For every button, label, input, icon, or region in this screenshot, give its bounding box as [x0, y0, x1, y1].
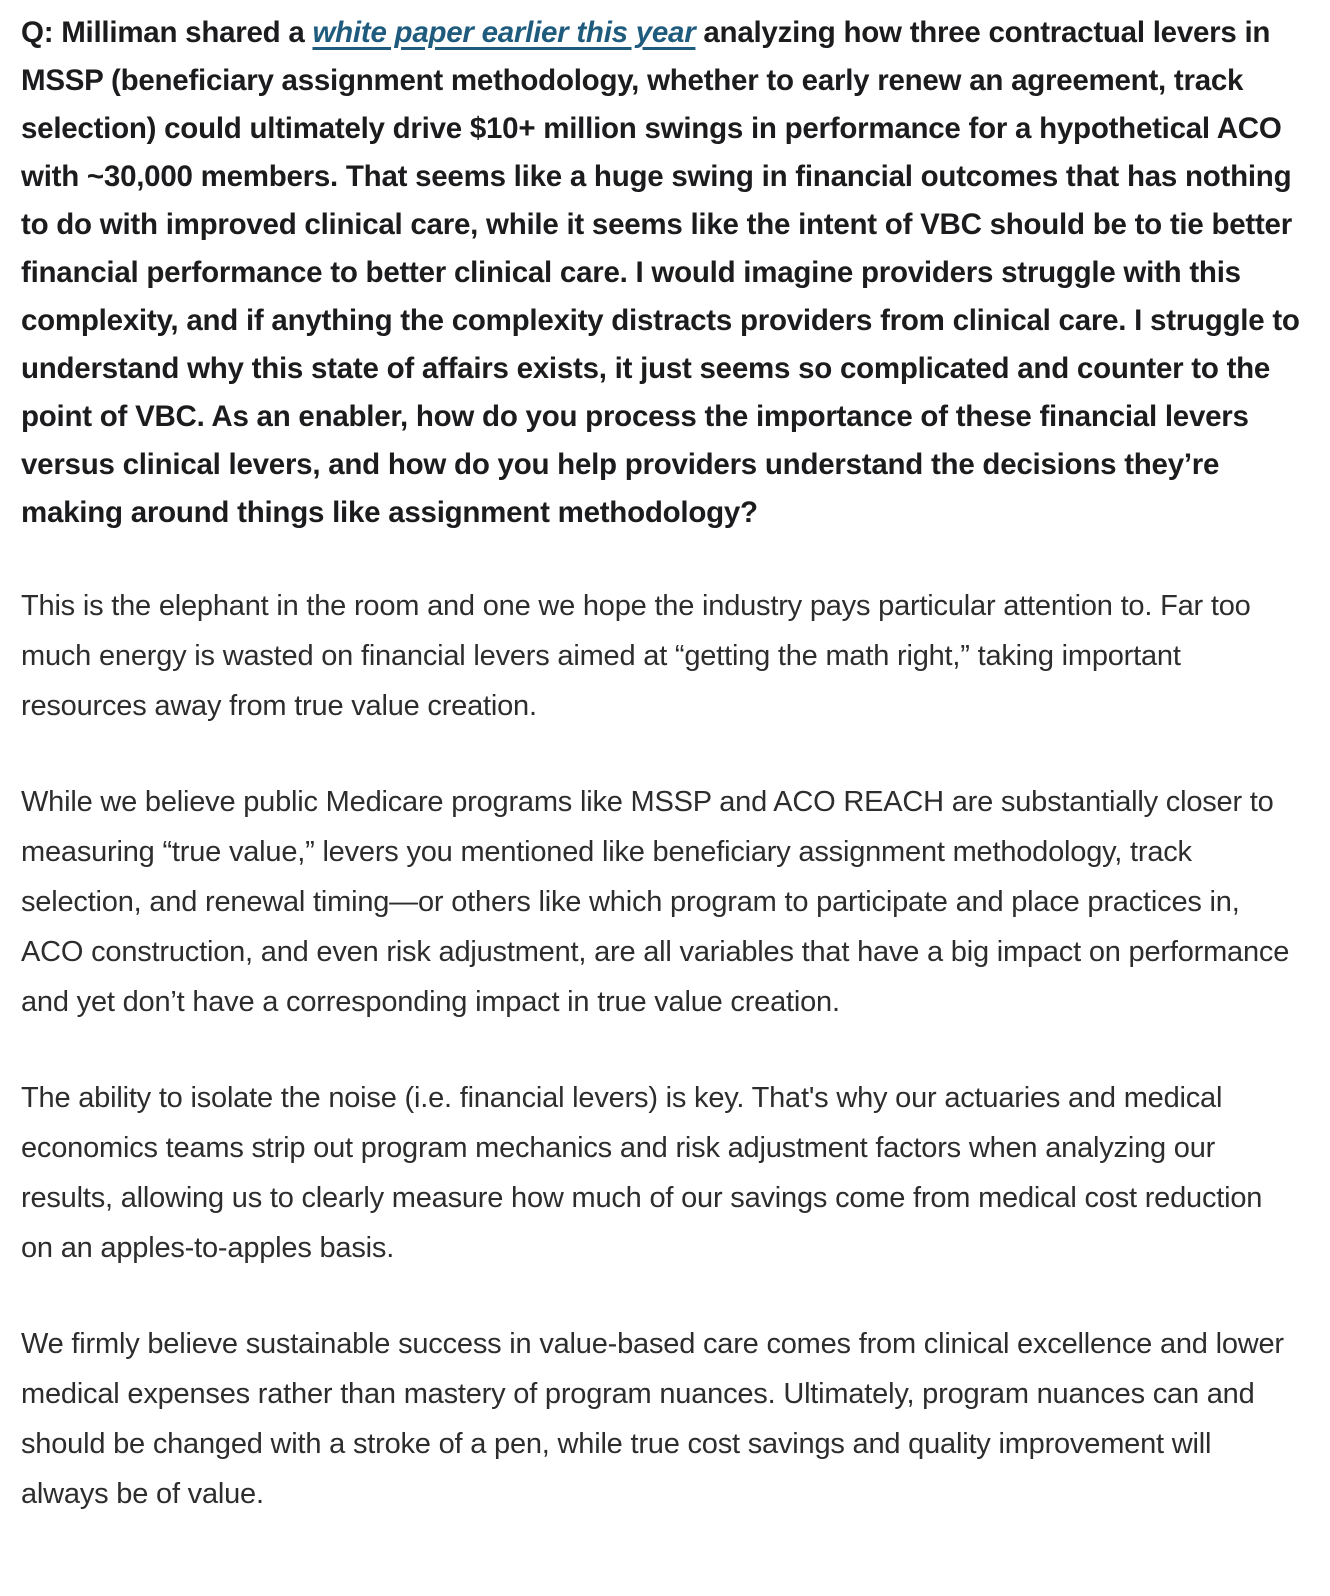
answer-paragraph-medicare-programs: While we believe public Medicare programs like MSSP and ACO REACH are substantially closer to measuring “true value,” levers you mentioned like beneficiary assignment methodology, track selection, and renewal timing—or others like which program to participate and place practices in, ACO construction, and even risk adjustment, are all variables that have a big impact on performance and yet don’t have a corresponding impact in true value creation. — [21, 786, 1290, 1018]
question-suffix: analyzing how three contractual levers in MSSP (beneficiary assignment methodology, whether to early renew an agreement, track selection) could ultimately drive $10+ million swings in performance for a hypothetical ACO with ~30,000 members. That seems like a huge swing in financial outcomes that has nothing to do with improved clinical care, while it seems like the intent of VBC should be to tie better financial performance to better clinical care. I would imagine providers struggle with this complexity, and if anything the complexity distracts providers from clinical care. I struggle to understand why this state of affairs exists, it just seems so complicated and counter to the point of VBC. As an enabler, how do you process the importance of these financial levers versus clinical levers, and how do you help providers understand the decisions they’re making around things like assignment methodology? — [21, 16, 1300, 529]
answer-paragraph-sustainable-success: We firmly believe sustainable success in value-based care comes from clinical excellence and lower medical expenses rather than mastery of program nuances. Ultimately, program nuances can and should be changed with a stroke of a pen, while true cost savings and quality improvement will always be of value. — [21, 1328, 1284, 1510]
question-paragraph — [21, 9, 1300, 537]
answer-paragraph-elephant: This is the elephant in the room and one we hope the industry pays particular attention to. Far too much energy is wasted on financial levers aimed at “getting the math right,” taking important resources away from true value creation. — [21, 590, 1251, 722]
question-prefix: Q: Milliman shared a — [21, 16, 313, 49]
white-paper-link[interactable]: white paper earlier this year — [312, 16, 696, 49]
answer-paragraph-isolate-noise: The ability to isolate the noise (i.e. financial levers) is key. That's why our actuaries and medical economics teams strip out program mechanics and risk adjustment factors when analyzing our results, allowing us to clearly measure how much of our savings come from medical cost reduction on an apples-to-apples basis. — [21, 1082, 1263, 1264]
